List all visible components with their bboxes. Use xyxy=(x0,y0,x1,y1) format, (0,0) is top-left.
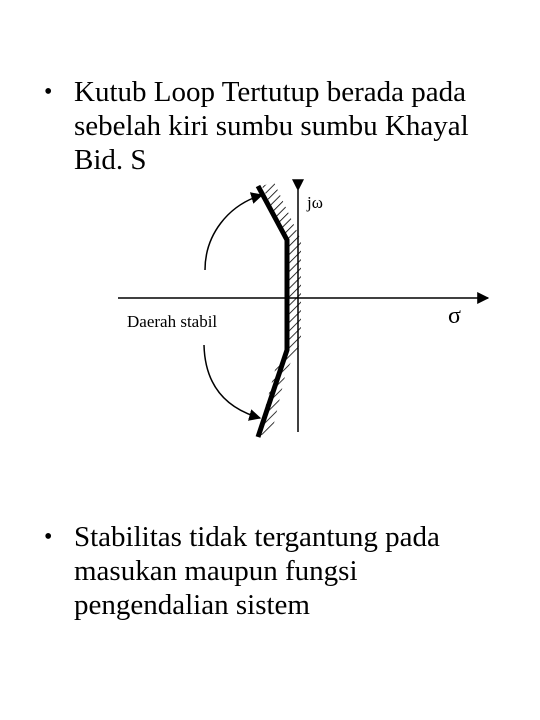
lower-curved-arrow xyxy=(204,345,260,418)
bullet-text-closed-loop-poles: Kutub Loop Tertutup berada pada sebelah kiri sumbu sumbu Khayal Bid. S xyxy=(74,76,469,176)
imaginary-axis-label: jω xyxy=(307,193,323,212)
bullet-marker: • xyxy=(44,524,53,550)
hatched-boundary-region xyxy=(258,182,301,436)
upper-curved-arrow xyxy=(205,195,262,270)
bullet-item-stability xyxy=(44,520,514,622)
stable-region-label: Daerah stabil xyxy=(127,312,218,331)
bullet-marker: • xyxy=(44,79,53,105)
real-axis-label: σ xyxy=(448,303,461,329)
bullet-text-stability: Stabilitas tidak tergantung pada masukan maupun fungsi pengendalian sistem xyxy=(74,521,440,621)
